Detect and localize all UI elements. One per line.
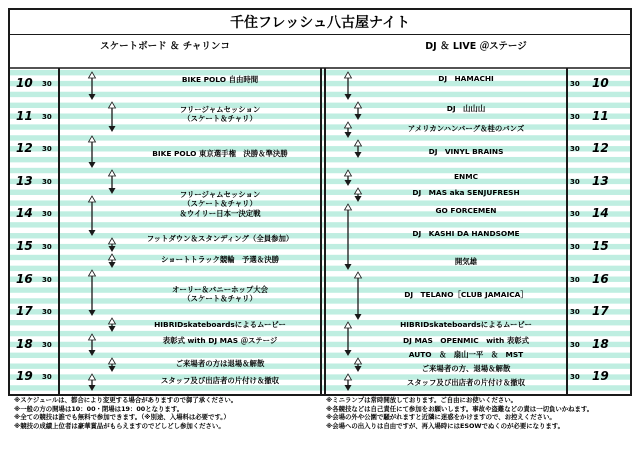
center-divider [320, 68, 322, 394]
event-block [368, 348, 564, 362]
half-hour-label: 30 [570, 210, 580, 219]
half-hour-label: 30 [570, 112, 580, 121]
event-block [368, 122, 564, 136]
hour-label: 18 [592, 336, 609, 351]
event-block [368, 318, 564, 332]
hour-label: 14 [16, 206, 33, 221]
hour-label: 10 [592, 76, 609, 90]
hour-label: 17 [16, 304, 33, 319]
notes-left [14, 396, 237, 431]
event-text: （スケート＆チャリ） [183, 294, 257, 303]
event-text: DJ HAMACHI [438, 74, 494, 84]
note-line: ※会場への出入りは自由ですが、再入場時にはESOWでぬくのが必要になります。 [326, 422, 565, 431]
half-hour-label: 30 [42, 177, 52, 186]
event-text: DJ 山山山 [446, 104, 486, 114]
note-line: ※一般の方の開場は10：00・閉場は19：00となります。 [14, 404, 184, 413]
timeline-arrow [345, 322, 352, 356]
event-text: BIKE POLO 自由時間 [181, 75, 259, 85]
right-column-header: DJ ＆ LIVE ＠ステージ [425, 41, 527, 52]
event-text: 開気雄 [454, 257, 478, 267]
half-hour-label: 30 [42, 275, 52, 284]
left-column-header: スケートボード ＆ チャリンコ [100, 41, 230, 52]
half-hour-label: 30 [42, 80, 52, 88]
half-hour-label: 30 [42, 308, 52, 317]
hour-label: 16 [592, 271, 609, 286]
event-block [122, 334, 318, 348]
half-hour-label: 30 [570, 340, 580, 349]
half-hour-label: 30 [570, 145, 580, 154]
half-hour-label: 30 [42, 243, 52, 251]
half-hour-label: 30 [42, 340, 52, 349]
half-hour-label: 30 [570, 177, 580, 186]
half-hour-label: 30 [570, 243, 580, 251]
event-text: HIBRIDskateboardsによるムービー [400, 320, 532, 330]
note-line: ※スケジュールは、都合により変更する場合がありますので御了承ください。 [14, 396, 238, 404]
half-hour-label: 30 [570, 275, 580, 284]
right-time-divider [566, 68, 568, 394]
half-hour-label: 30 [42, 210, 52, 219]
event-text: （スケート＆チャリ） [183, 114, 257, 123]
event-text: HIBRIDskateboardsによるムービー [154, 320, 286, 330]
hour-label: 13 [16, 173, 33, 188]
half-hour-label: 30 [570, 373, 580, 382]
half-hour-label: 30 [42, 373, 52, 382]
event-text: アメリカンハンバーグ＆桂のバンズ [407, 124, 525, 134]
hour-label: 12 [592, 141, 609, 156]
half-hour-label: 30 [42, 145, 52, 154]
event-block [368, 186, 564, 200]
note-line: ※競技の成績上位者は豪華賞品がもらえますのでどしどし参加ください。 [14, 422, 225, 431]
hour-label: 10 [16, 76, 33, 90]
event-block [122, 72, 318, 88]
event-block [368, 204, 564, 218]
notes-right [326, 396, 593, 431]
hour-label: 15 [16, 239, 33, 253]
event-text: ショートトラック競輪 予選＆決勝 [161, 255, 279, 265]
event-text: ご来場者の方、退場＆解散 [421, 364, 511, 374]
event-text: ご来場者の方は退場＆解散 [175, 359, 265, 369]
center-divider-inner [324, 68, 326, 394]
event-text: GO FORCEMEN [435, 206, 497, 216]
event-text: （スケート＆チャリ） [183, 199, 257, 209]
half-hour-label: 30 [570, 308, 580, 317]
timeline-arrow [89, 136, 96, 168]
half-hour-label: 30 [570, 80, 580, 88]
event-text: AUTO ＆ 扇山一平 ＆ MST [408, 350, 524, 360]
event-block [122, 357, 318, 371]
event-text: スタッフ及び出店者の片付け＆撤収 [406, 378, 526, 388]
note-line: ※各競技などは自己責任にて参加をお願いします。事故や盗難などの責は一切負いかねます。 [326, 404, 594, 413]
event-text: DJ MAS OPENMIC with 表彰式 [403, 336, 529, 346]
hour-label: 15 [592, 239, 609, 253]
event-block [368, 334, 564, 348]
event-block [368, 288, 564, 302]
hour-label: 18 [16, 336, 33, 351]
hour-label: 14 [592, 206, 609, 221]
event-block [122, 280, 318, 308]
hour-label: 11 [16, 108, 33, 123]
event-block [122, 100, 318, 128]
event-block [122, 147, 318, 161]
event-block [368, 227, 564, 241]
event-text: BIKE POLO 東京選手権 決勝＆準決勝 [152, 149, 288, 159]
hour-label: 17 [592, 304, 609, 319]
event-block [122, 232, 318, 246]
event-block [368, 72, 564, 86]
event-text: DJ VINYL BRAINS [428, 147, 504, 157]
half-hour-label: 30 [42, 112, 52, 121]
event-block [368, 170, 564, 184]
event-block [122, 253, 318, 267]
event-block [122, 183, 318, 225]
schedule-sheet [8, 8, 632, 396]
event-block [368, 255, 564, 269]
hour-label: 11 [592, 108, 609, 123]
event-text: DJ KASHI DA HANDSOME [412, 229, 520, 239]
hour-label: 19 [16, 369, 33, 384]
event-text: 表彰式 with DJ MAS ＠ステージ [162, 336, 278, 346]
event-text: フリージャムセッション [179, 104, 261, 114]
page-title: 千住フレッシュ八古屋ナイト [10, 10, 630, 35]
event-text: スタッフ及び出店者の片付け＆撤収 [160, 376, 280, 386]
note-line: ※全ての競技は誰でも無料で参加できます。（※別途、入場料は必要です。） [14, 413, 230, 422]
event-text: オーリー＆バニーホップ大会 [171, 284, 269, 294]
event-text: ＆ウイリー日本一決定戦 [179, 208, 261, 218]
event-block [122, 374, 318, 388]
event-text: フットダウン＆スタンディング（全員参加） [146, 234, 294, 244]
event-text: ENMC [453, 172, 478, 182]
note-line: ※会場の外や公園で騒がれますと近隣に迷惑をかけますので、お控えください。 [326, 413, 556, 422]
event-block [368, 362, 564, 376]
event-block [368, 376, 564, 390]
event-block [368, 145, 564, 159]
left-time-divider [58, 68, 60, 394]
event-text: DJ MAS aka SENJUFRESH [412, 188, 520, 198]
note-line: ※ミニランプは常時開放しております。ご自由にお使いください。 [326, 396, 518, 404]
event-block [122, 318, 318, 332]
event-text: フリージャムセッション [179, 189, 261, 199]
hour-label: 12 [16, 141, 33, 156]
event-block [368, 102, 564, 116]
event-text: DJ TELANO［CLUB JAMAICA］ [404, 290, 528, 300]
hour-label: 16 [16, 271, 33, 286]
hour-label: 13 [592, 173, 609, 188]
hour-label: 19 [592, 369, 609, 384]
